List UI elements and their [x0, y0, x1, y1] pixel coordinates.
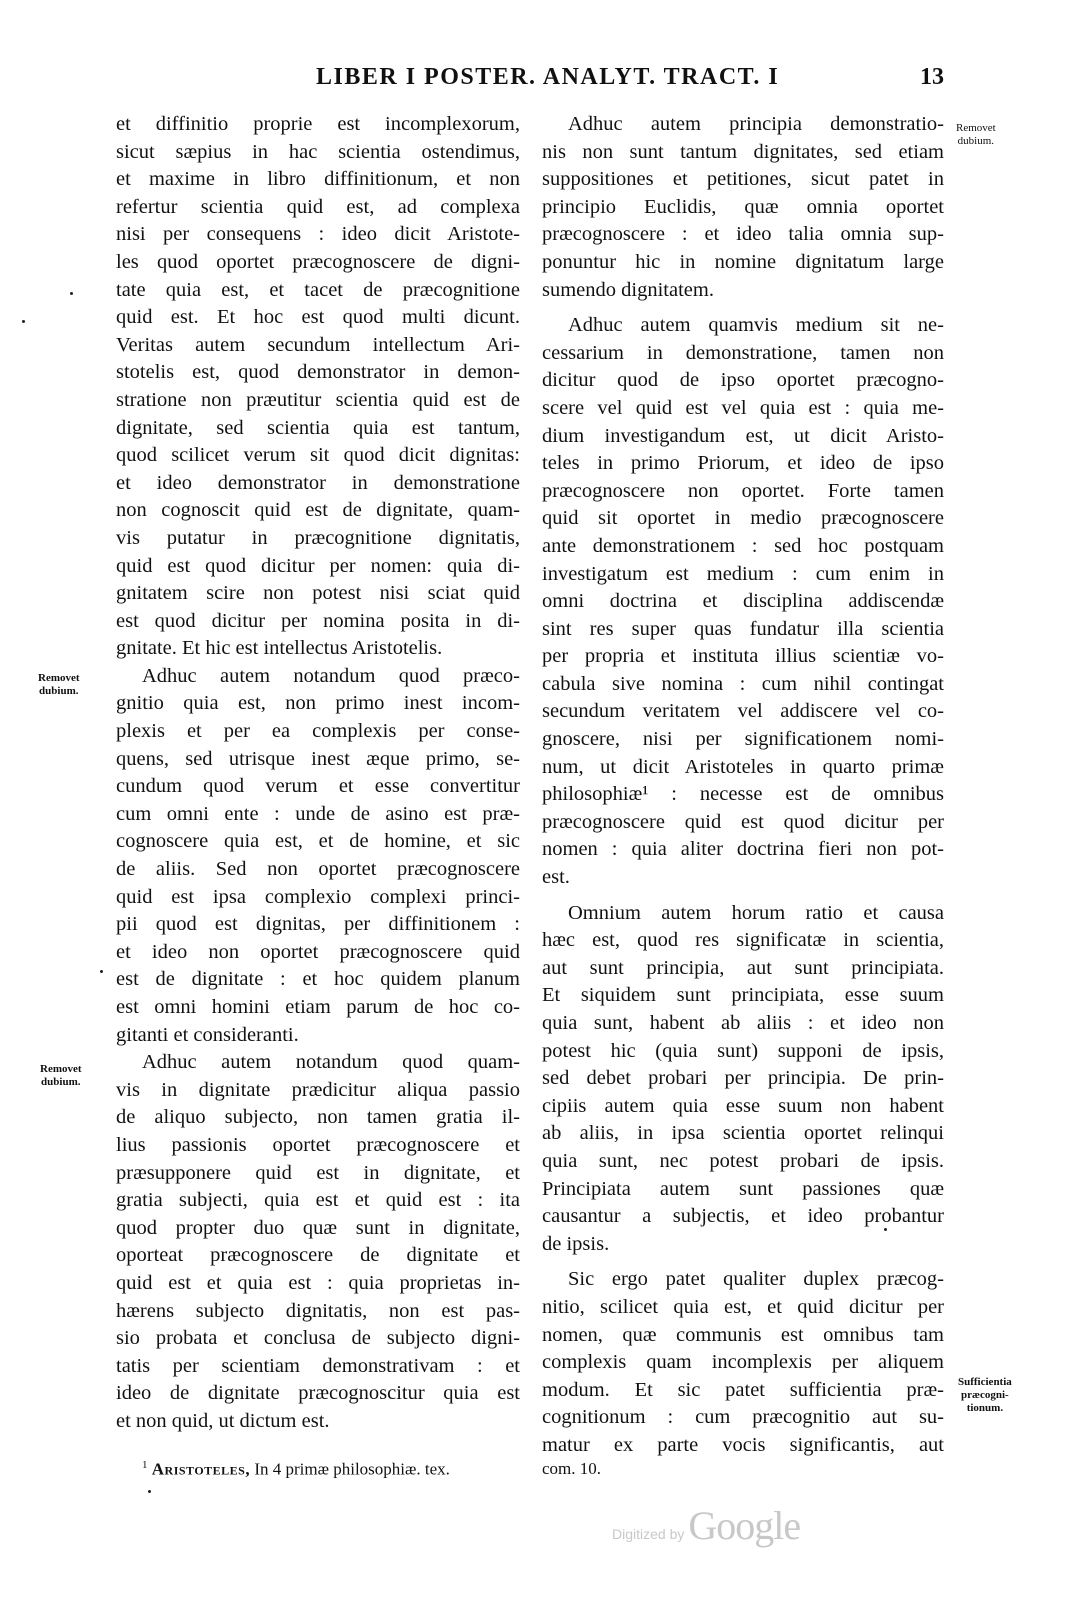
text-line: cipiis autem quia esse suum non habent — [542, 1094, 944, 1117]
margin-note-removet-dubium — [40, 1063, 82, 1089]
text-line: nisi per consequens : ideo dicit Aristote- — [116, 223, 520, 246]
text-line: quid est et quia est : quia proprietas in- — [116, 1271, 520, 1294]
text-line: hæc est, quod res significatæ in scientia, — [542, 929, 944, 952]
text-line: ideo de dignitate præcognoscitur quia est — [116, 1382, 520, 1405]
text-line: cognitionum : cum præcognitio aut su- — [542, 1406, 944, 1429]
text-line: causantur a subjectis, et ideo probantur — [542, 1205, 944, 1228]
text-line: cabula sive nomina : cum nihil contingat — [542, 672, 944, 695]
text-line: et non quid, ut dictum est. — [116, 1409, 330, 1432]
text-line: vis putatur in præcognitione dignitatis, — [116, 526, 520, 549]
text-line: pii quod est dignitas, per diffinitionem : — [116, 913, 520, 936]
text-line: et diffinitio proprie est incomplexorum, — [116, 113, 520, 135]
margin-note-line: præcogni- — [961, 1389, 1009, 1401]
text-line: Et siquidem sunt principiata, esse suum — [542, 984, 944, 1007]
text-line: matur ex parte vocis significantis, aut — [542, 1433, 944, 1456]
margin-note-line: dubium. — [957, 135, 995, 147]
text-line: investigatum est medium : cum enim in — [542, 562, 944, 585]
text-line: ante demonstrationem : sed hoc postquam — [542, 534, 944, 557]
text-line: lius passionis oportet præcognoscere et — [116, 1133, 520, 1156]
watermark-logo: Google — [688, 1503, 801, 1548]
text-line: omni doctrina et disciplina addiscendæ — [542, 590, 944, 613]
text-line: Principiata autem sunt passiones quæ — [542, 1177, 944, 1200]
text-line: hærens subjecto dignitatis, non est pas- — [116, 1299, 520, 1322]
margin-note-line: Removet — [40, 1063, 82, 1075]
text-line: et maxime in libro diffinitionum, et non — [116, 168, 520, 191]
text-line: stotelis est, quod demonstrator in demon- — [116, 361, 520, 384]
page-number: 13 — [920, 64, 944, 90]
text-line: oporteat præcognoscere de dignitate et — [116, 1244, 520, 1267]
text-line: philosophiæ¹ : necesse est de omnibus — [542, 783, 944, 806]
text-line: Omnium autem horum ratio et causa — [568, 901, 944, 924]
text-line: cognoscere quia est, et de homine, et sic — [116, 830, 520, 853]
text-line: secundum veritatem vel addiscere vel co- — [542, 700, 944, 723]
digitized-by-google-watermark — [612, 1502, 800, 1549]
running-title: LIBER I POSTER. ANALYT. TRACT. I — [316, 64, 780, 90]
text-line: stratione non præutitur scientia quid est de — [116, 388, 520, 411]
margin-note-line: Sufficientia — [958, 1376, 1012, 1388]
text-line: cessarium in demonstratione, tamen non — [542, 341, 944, 364]
text-line: scere vel quid est vel quia est : quia me- — [542, 396, 944, 419]
footnote-author: Aristoteles, — [151, 1459, 251, 1479]
text-line: quia sunt, habent ab aliis : et ideo non — [542, 1012, 944, 1034]
text-line: nitio, scilicet quia est, et quid dicitur per — [542, 1295, 944, 1318]
text-line: Sic ergo patet qualiter duplex præcog- — [568, 1268, 944, 1291]
text-line: nomen : quia aliter doctrina fieri non pot- — [542, 838, 944, 861]
text-line: Adhuc autem notandum quod præco- — [142, 664, 520, 687]
text-line: principio Euclidis, quæ omnia oportet — [542, 195, 944, 218]
text-line: nis non sunt tantum dignitates, sed etiam — [542, 140, 944, 163]
text-line: et ideo demonstrator in demonstratione — [116, 471, 520, 494]
margin-note-removet-dubium — [956, 122, 996, 148]
text-line: ab aliis, in ipsa scientia oportet relinqui — [542, 1122, 944, 1145]
margin-note-sufficientia — [958, 1376, 1012, 1415]
text-line: cum omni ente : unde de asino est præ- — [116, 802, 520, 825]
text-line: dium investigandum est, ut dicit Aristo- — [542, 424, 944, 447]
footnote — [142, 1459, 450, 1480]
text-line: gratia subjecti, quia est et quid est : ita — [116, 1189, 520, 1212]
print-speck — [148, 1490, 151, 1493]
text-line: sicut sæpius in hac scientia ostendimus, — [116, 140, 520, 163]
print-speck — [70, 292, 73, 295]
text-line: sed debet probari per principia. De prin- — [542, 1067, 944, 1090]
text-line: gnitio quia est, non primo inest incom- — [116, 692, 520, 715]
text-line: quens, sed utrisque inest æque primo, se- — [116, 747, 520, 770]
text-line: præcognoscere quid est quod dicitur per — [542, 810, 944, 833]
text-line: num, ut dicit Aristoteles in quarto primæ — [542, 755, 944, 778]
text-line: dignitate, sed scientia quia est tantum, — [116, 416, 520, 439]
text-line: Adhuc autem principia demonstratio- — [568, 113, 944, 135]
text-line: gitanti et consideranti. — [116, 1023, 299, 1046]
margin-note-line: Removet — [38, 672, 80, 684]
text-line: Veritas autem secundum intellectum Ari- — [116, 333, 520, 356]
text-line: quid est ipsa complexio complexi princi- — [116, 885, 520, 908]
left-text-column — [116, 111, 520, 1436]
footnote-number: 1 — [142, 1459, 148, 1471]
text-line: per propria et instituta illius scientiæ vo- — [542, 645, 944, 668]
text-line: tatis per scientiam demonstrativam : et — [116, 1354, 520, 1377]
text-line: gnitatem scire non potest nisi sciat quid — [116, 582, 520, 605]
text-line: est. — [542, 866, 570, 889]
footnote-text: In 4 primæ philosophiæ. tex. — [254, 1459, 450, 1479]
text-line: teles in primo Priorum, et ideo de ipso — [542, 452, 944, 475]
text-line: les quod oportet præcognoscere de digni- — [116, 250, 520, 273]
print-speck — [884, 1228, 887, 1231]
text-line: sumendo dignitatem. — [542, 278, 714, 301]
text-line: de aliis. Sed non oportet præcognoscere — [116, 858, 520, 881]
text-line: de aliquo subjecto, non tamen gratia il- — [116, 1106, 520, 1129]
text-line: est de dignitate : et hoc quidem planum — [116, 968, 520, 991]
text-line: vis in dignitate prædicitur aliqua passio — [116, 1078, 520, 1101]
text-line: refertur scientia quid est, ad complexa — [116, 195, 520, 218]
text-line: tate quia est, et tacet de præcognitione — [116, 278, 520, 301]
margin-note-line: dubium. — [39, 685, 79, 697]
margin-note-line: tionum. — [966, 1402, 1004, 1414]
text-line: et ideo non oportet præcognoscere quid — [116, 940, 520, 963]
text-line: plexis et per ea complexis per conse- — [116, 720, 520, 743]
text-line: de ipsis. — [542, 1232, 610, 1255]
margin-note-line: dubium. — [41, 1076, 81, 1088]
margin-note-line: Removet — [956, 122, 996, 134]
text-line: aut sunt principia, aut sunt principiata. — [542, 956, 944, 979]
watermark-small: Digitized by — [612, 1526, 685, 1542]
text-line: dicitur quod de ipso oportet præcogno- — [542, 369, 944, 392]
text-line: præcognoscere : et ideo talia omnia sup- — [542, 223, 944, 246]
text-line: complexis quam incomplexis per aliquem — [542, 1351, 944, 1374]
right-text-column — [542, 111, 944, 1460]
print-speck — [22, 320, 25, 323]
text-line: quod propter duo quæ sunt in dignitate, — [116, 1216, 520, 1239]
text-line: quid sit oportet in medio præcognoscere — [542, 507, 944, 530]
text-line: modum. Et sic patet sufficientia præ- — [542, 1378, 944, 1401]
text-line: est omni homini etiam parum de hoc co- — [116, 996, 520, 1018]
text-line: gnoscere, nisi per significationem nomi- — [542, 728, 944, 751]
text-line: ponuntur hic in nomine dignitatum large — [542, 250, 944, 273]
text-line: præcognoscere non oportet. Forte tamen — [542, 479, 944, 502]
text-line: nomen, quæ communis est omnibus tam — [542, 1323, 944, 1346]
text-line: non cognoscit quid est de dignitate, quam- — [116, 499, 520, 522]
text-line: quod scilicet verum sit quod dicit dignitas: — [116, 444, 520, 467]
text-line: sio probata et conclusa de subjecto digni- — [116, 1327, 520, 1350]
footnote-continuation: com. 10. — [542, 1459, 602, 1478]
text-line: præsupponere quid est in dignitate, et — [116, 1161, 520, 1184]
margin-note-removet-dubium — [38, 672, 80, 698]
text-line: quia sunt, nec potest probari de ipsis. — [542, 1149, 944, 1172]
text-line: Adhuc autem quamvis medium sit ne- — [568, 314, 944, 337]
text-line: gnitate. Et hic est intellectus Aristotelis. — [116, 637, 443, 660]
text-line: est quod dicitur per nomina posita in di- — [116, 609, 520, 632]
text-line: suppositiones et petitiones, sicut patet in — [542, 168, 944, 191]
text-line: potest hic (quia sunt) supponi de ipsis, — [542, 1039, 944, 1062]
text-line: quid est. Et hoc est quod multi dicunt. — [116, 306, 520, 329]
text-line: quid est quod dicitur per nomen: quia di- — [116, 554, 520, 577]
text-line: sint res super quas fundatur illa scientia — [542, 617, 944, 640]
print-speck — [100, 970, 103, 973]
text-line: Adhuc autem notandum quod quam- — [142, 1051, 520, 1074]
text-line: cundum quod verum et esse convertitur — [116, 775, 520, 798]
